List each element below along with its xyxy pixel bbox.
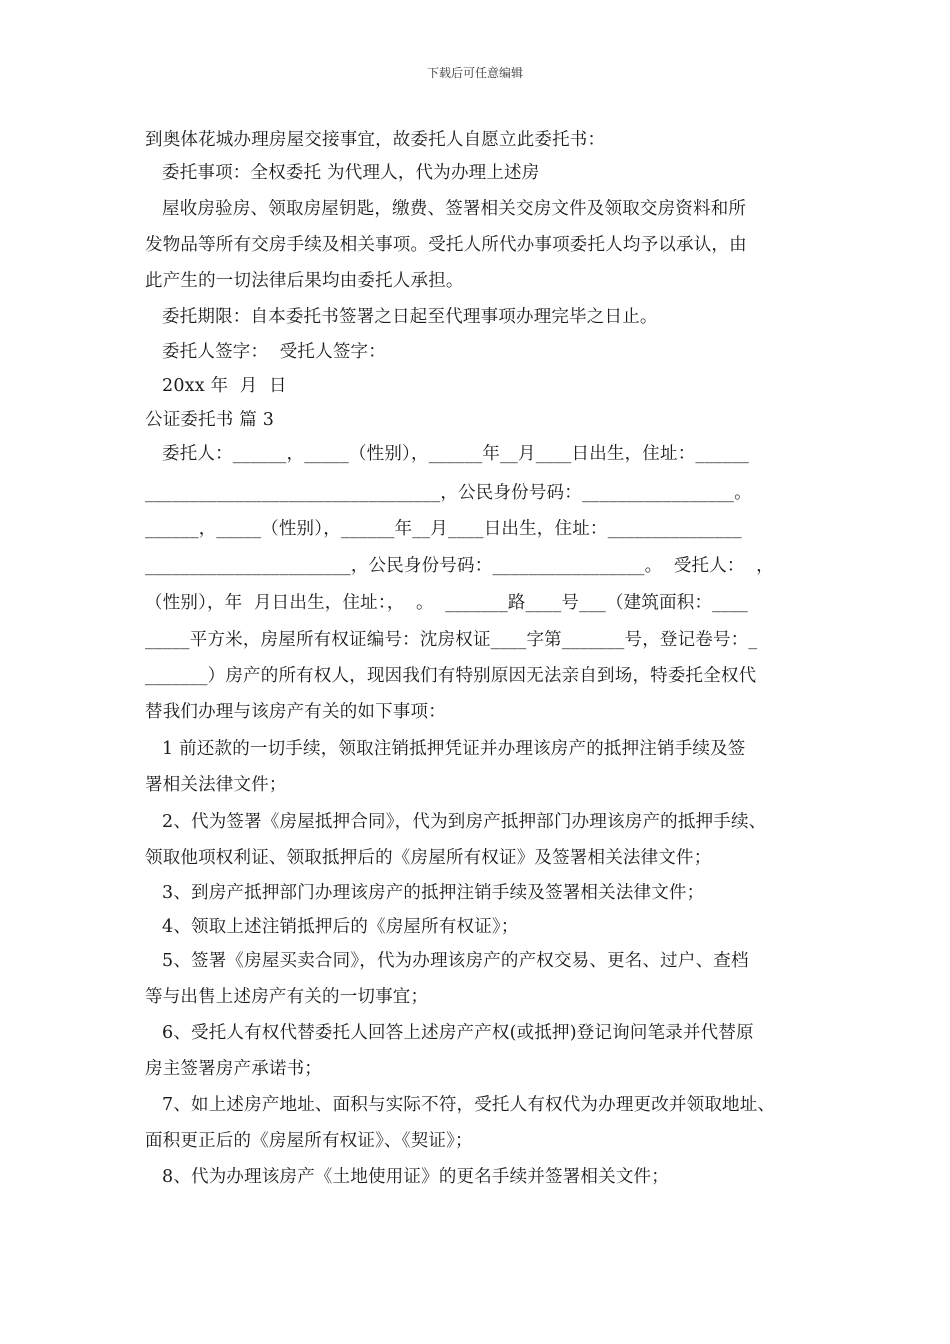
text-line: 20xx 年 月 日 xyxy=(162,376,287,396)
text-line: 发物品等所有交房手续及相关事项。受托人所代办事项委托人均予以承认，由 xyxy=(145,235,747,255)
list-item: 6、受托人有权代替委托人回答上述房产产权(或抵押)登记询问笔录并代替原 xyxy=(162,1023,754,1043)
text-line: 替我们办理与该房产有关的如下事项： xyxy=(145,702,446,722)
text-line: 领取他项权利证、领取抵押后的《房屋所有权证》及签署相关法律文件； xyxy=(145,848,712,868)
list-item: 7、如上述房产地址、面积与实际不符，受托人有权代为办理更改并领取地址、 xyxy=(162,1095,776,1115)
list-item: 1 前还款的一切手续，领取注销抵押凭证并办理该房产的抵押注销手续及签 xyxy=(162,739,746,759)
page-header: 下载后可任意编辑 xyxy=(426,66,523,80)
list-item: 3、到房产抵押部门办理该房产的抵押注销手续及签署相关法律文件； xyxy=(162,883,705,903)
section-heading: 公证委托书 篇 3 xyxy=(145,410,275,430)
text-line: 委托事项：全权委托 为代理人，代为办理上述房 xyxy=(162,163,540,183)
text-line: _________________________________，公民身份号码：_________________。 xyxy=(145,483,752,503)
text-line: （性别），年 月日出生，住址：， 。 _______路____号___（建筑面积：____ xyxy=(145,593,748,613)
text-line: _______________________，公民身份号码：_________________。 受托人： ， xyxy=(145,556,774,576)
text-line: 委托期限：自本委托书签署之日起至代理事项办理完毕之日止。 xyxy=(162,307,658,327)
text-line: 署相关法律文件； xyxy=(145,775,287,795)
text-line: 委托人签字： 受托人签字： xyxy=(162,342,386,362)
text-line: 房主签署房产承诺书； xyxy=(145,1059,322,1079)
text-line: 此产生的一切法律后果均由委托人承担。 xyxy=(145,271,464,291)
list-item: 5、签署《房屋买卖合同》，代为办理该房产的产权交易、更名、过户、查档 xyxy=(162,951,749,971)
list-item: 4、领取上述注销抵押后的《房屋所有权证》； xyxy=(162,917,519,937)
text-line: _____平方米，房屋所有权证编号：沈房权证____字第_______号，登记卷号：_ xyxy=(145,630,758,650)
text-line: 委托人：______，_____（性别），______年__月____日出生，住址：______ xyxy=(162,444,750,464)
text-line: 等与出售上述房产有关的一切事宜； xyxy=(145,987,429,1007)
text-line: _______）房产的所有权人，现因我们有特别原因无法亲自到场，特委托全权代 xyxy=(145,666,757,686)
text-line: 到奥体花城办理房屋交接事宜，故委托人自愿立此委托书： xyxy=(145,130,606,150)
text-line: 屋收房验房、领取房屋钥匙，缴费、签署相关交房文件及领取交房资料和所 xyxy=(162,199,747,219)
text-line: 面积更正后的《房屋所有权证》、《契证》； xyxy=(145,1131,473,1151)
list-item: 8、代为办理该房产《土地使用证》的更名手续并签署相关文件； xyxy=(162,1167,669,1187)
list-item: 2、代为签署《房屋抵押合同》，代为到房产抵押部门办理该房产的抵押手续、 xyxy=(162,812,767,832)
text-line: ______，_____（性别），______年__月____日出生，住址：_______________ xyxy=(145,519,742,539)
